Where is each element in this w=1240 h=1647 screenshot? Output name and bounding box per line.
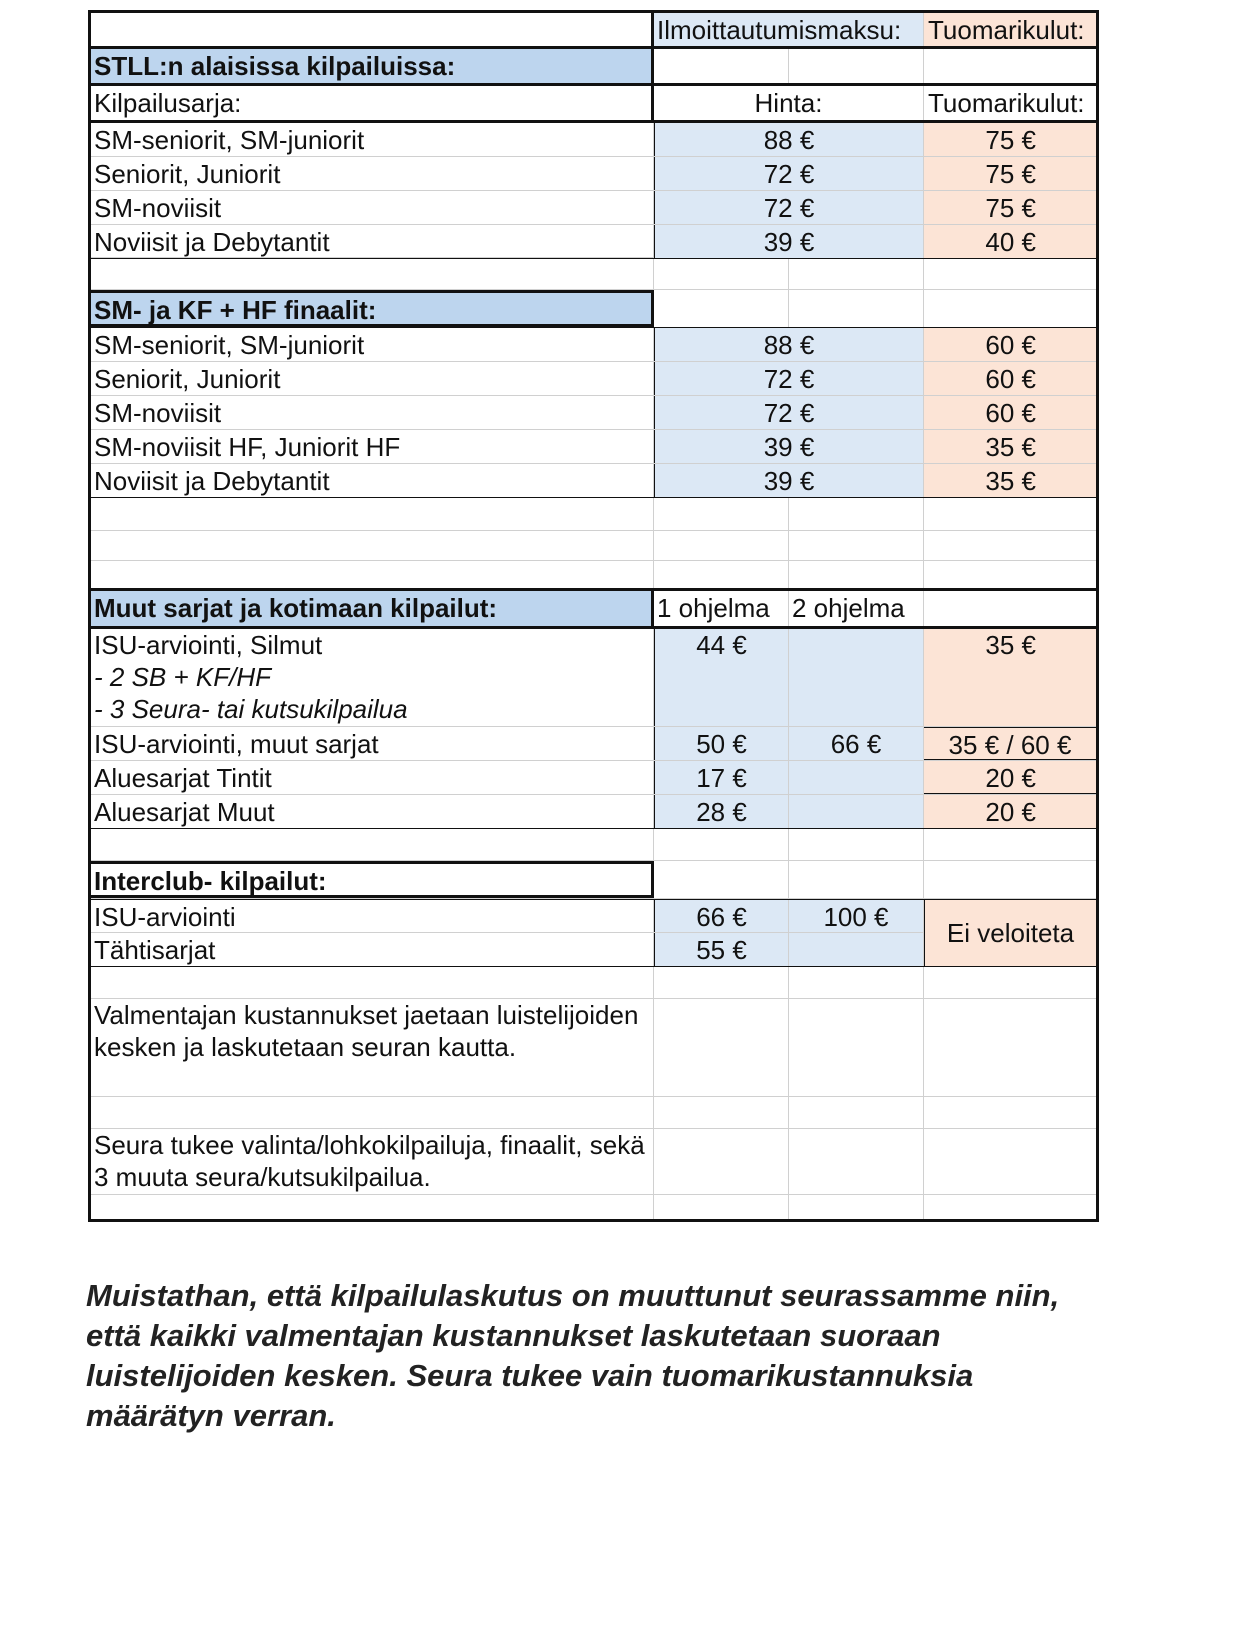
series-note: - 3 Seura- tai kutsukilpailua <box>94 694 408 724</box>
price: 88 € <box>654 328 924 361</box>
empty-row <box>91 829 1096 861</box>
fee-table <box>88 10 1099 1222</box>
price: 72 € <box>654 396 924 429</box>
section-interclub-title-row <box>91 861 1096 899</box>
price-two-programs <box>789 933 924 966</box>
col-one-program: 1 ohjelma <box>654 591 789 626</box>
header-registration-fee: Ilmoittautumismaksu: <box>654 13 924 46</box>
empty-cell <box>654 49 789 83</box>
series-name: Noviisit ja Debytantit <box>91 225 654 258</box>
col-price-label: Hinta: <box>654 86 924 120</box>
column-header-row <box>91 86 1096 123</box>
price: 72 € <box>654 157 924 190</box>
series-name: ISU-arviointi <box>91 900 654 932</box>
judge-cost: 35 € / 60 € <box>924 727 1096 760</box>
section-finals-title-row <box>91 290 1096 328</box>
judge-cost: 75 € <box>924 123 1096 156</box>
judge-cost: 75 € <box>924 157 1096 190</box>
table-row <box>91 396 1096 430</box>
empty-row <box>91 1097 1096 1129</box>
billing-reminder-note: Muistathan, että kilpailulaskutus on muuttunut seurassamme niin, että kaikki valmentajan kustannukset laskutetaan suoraan luistelijoiden kesken. Seura tukee vain tuomarikustannuksia määrätyn verran. <box>86 1278 1060 1433</box>
price-one-program: 50 € <box>654 727 789 760</box>
empty-cell <box>789 49 924 83</box>
col-series-label: Kilpailusarja: <box>91 86 654 120</box>
price-two-programs <box>789 761 924 794</box>
judge-cost: 40 € <box>924 225 1096 258</box>
header-empty-cell <box>91 13 654 46</box>
table-row <box>91 430 1096 464</box>
empty-row <box>91 498 1096 531</box>
table-row <box>91 191 1096 225</box>
judge-cost: 20 € <box>924 761 1096 794</box>
price: 39 € <box>654 225 924 258</box>
section-interclub-title: Interclub- kilpailut: <box>91 861 654 898</box>
section-other-title-row <box>91 591 1096 629</box>
series-name: SM-noviisit <box>91 396 654 429</box>
price: 39 € <box>654 464 924 497</box>
judge-cost: 60 € <box>924 396 1096 429</box>
series-name: Tähtisarjat <box>91 933 654 966</box>
col-two-programs: 2 ohjelma <box>789 591 924 626</box>
price-two-programs: 66 € <box>789 727 924 760</box>
series-cell <box>91 629 654 726</box>
table-row <box>91 328 1096 362</box>
series-name: Aluesarjat Tintit <box>91 761 654 794</box>
judge-cost: 35 € <box>924 629 1096 726</box>
header-judge-costs: Tuomarikulut: <box>924 13 1096 46</box>
empty-cell <box>924 49 1096 83</box>
judge-cost: 35 € <box>924 430 1096 463</box>
judge-cost: 20 € <box>924 795 1096 828</box>
series-note: - 2 SB + KF/HF <box>94 662 271 692</box>
judge-cost: 35 € <box>924 464 1096 497</box>
coach-costs-note: Valmentajan kustannukset jaetaan luistelijoiden kesken ja laskutetaan seuran kautta. <box>91 999 654 1096</box>
section-stll-title-row <box>91 49 1096 86</box>
empty-row <box>91 531 1096 561</box>
section-finals-title: SM- ja KF + HF finaalit: <box>91 290 654 327</box>
interclub-judge-cost: Ei veloiteta <box>924 899 1096 967</box>
judge-cost: 75 € <box>924 191 1096 224</box>
price-two-programs: 100 € <box>789 900 924 932</box>
empty-row <box>91 1195 1096 1219</box>
club-support-note-row <box>91 1129 1096 1195</box>
col-judge-label: Tuomarikulut: <box>928 88 1085 118</box>
series-name: SM-seniorit, SM-juniorit <box>91 123 654 156</box>
price-one-program: 44 € <box>654 629 789 726</box>
table-row <box>91 761 1096 795</box>
table-row <box>91 225 1096 259</box>
price-two-programs <box>789 795 924 828</box>
series-name: SM-noviisit HF, Juniorit HF <box>91 430 654 463</box>
series-name: Aluesarjat Muut <box>91 795 654 828</box>
empty-row <box>91 259 1096 290</box>
series-name: ISU-arviointi, Silmut <box>94 630 323 660</box>
empty-row <box>91 561 1096 591</box>
price-one-program: 17 € <box>654 761 789 794</box>
price-one-program: 66 € <box>654 900 789 932</box>
section-stll-title: STLL:n alaisissa kilpailuissa: <box>91 49 654 83</box>
series-name: Seniorit, Juniorit <box>91 362 654 395</box>
table-row <box>91 123 1096 157</box>
club-support-note: Seura tukee valinta/lohkokilpailuja, finaalit, sekä 3 muuta seura/kutsukilpailua. <box>91 1129 654 1194</box>
judge-cost: 60 € <box>924 328 1096 361</box>
price-one-program: 28 € <box>654 795 789 828</box>
coach-costs-note-row <box>91 999 1096 1097</box>
table-row <box>91 157 1096 191</box>
table-row <box>91 727 1096 761</box>
price: 39 € <box>654 430 924 463</box>
table-row <box>91 464 1096 498</box>
series-name: SM-seniorit, SM-juniorit <box>91 328 654 361</box>
empty-row <box>91 967 1096 999</box>
header-row <box>91 13 1096 49</box>
judge-cost: 60 € <box>924 362 1096 395</box>
series-name: Seniorit, Juniorit <box>91 157 654 190</box>
price: 72 € <box>654 191 924 224</box>
price: 72 € <box>654 362 924 395</box>
table-row <box>91 362 1096 396</box>
series-name: ISU-arviointi, muut sarjat <box>91 727 654 760</box>
series-name: Noviisit ja Debytantit <box>91 464 654 497</box>
price-two-programs <box>789 629 924 726</box>
price-one-program: 55 € <box>654 933 789 966</box>
section-other-title: Muut sarjat ja kotimaan kilpailut: <box>91 591 654 626</box>
series-name: SM-noviisit <box>91 191 654 224</box>
table-row <box>91 795 1096 829</box>
price: 88 € <box>654 123 924 156</box>
table-row-silmut <box>91 629 1096 727</box>
